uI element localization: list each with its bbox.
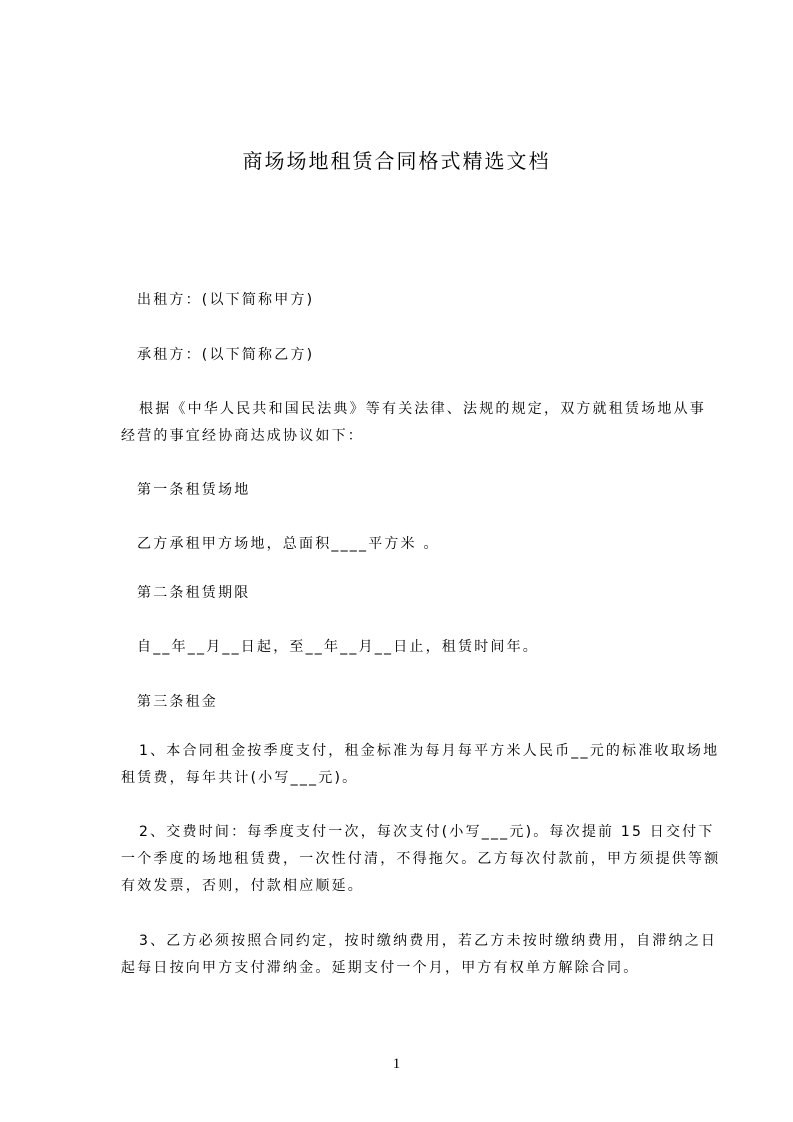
clause-1-line-1: 1、本合同租金按季度支付，租金标准为每月每平方米人民币__元的标准收取场地 (139, 743, 720, 759)
clause-2-line-1: 2、交费时间：每季度支付一次，每次支付(小写___元)。每次提前 15 日交付下 (139, 824, 715, 840)
article-2-text: 自__年__月__日起，至__年__月__日止，租赁时间年。 (137, 639, 539, 655)
article-3-heading: 第三条租金 (137, 694, 218, 710)
article-1-text: 乙方承租甲方场地，总面积____平方米 。 (137, 536, 440, 552)
clause-3-line-1: 3、乙方必须按照合同约定，按时缴纳费用，若乙方未按时缴纳费用，自滞纳之日 (139, 933, 718, 949)
article-2-heading: 第二条租赁期限 (137, 585, 251, 601)
lessor-line: 出租方：(以下简称甲方) (137, 292, 315, 308)
document-title: 商场场地租赁合同格式精选文档 (242, 149, 551, 173)
clause-2-line-3: 有效发票，否则，付款相应顺延。 (121, 878, 364, 894)
page-number: 1 (392, 1056, 401, 1072)
lessee-line: 承租方：(以下简称乙方) (137, 347, 315, 363)
preamble-line-2: 经营的事宜经协商达成协议如下： (121, 428, 364, 444)
article-1-heading: 第一条租赁场地 (137, 482, 251, 498)
clause-2-line-2: 一个季度的场地租赁费，一次性付清，不得拖欠。乙方每次付款前，甲方须提供等额 (121, 851, 721, 867)
preamble-line-1: 根据《中华人民共和国民法典》等有关法律、法规的规定，双方就租赁场地从事 (139, 401, 706, 417)
clause-3-line-2: 起每日按向甲方支付滞纳金。延期支付一个月，甲方有权单方解除合同。 (121, 960, 640, 976)
clause-1-line-2: 租赁费，每年共计(小写___元)。 (121, 770, 359, 786)
